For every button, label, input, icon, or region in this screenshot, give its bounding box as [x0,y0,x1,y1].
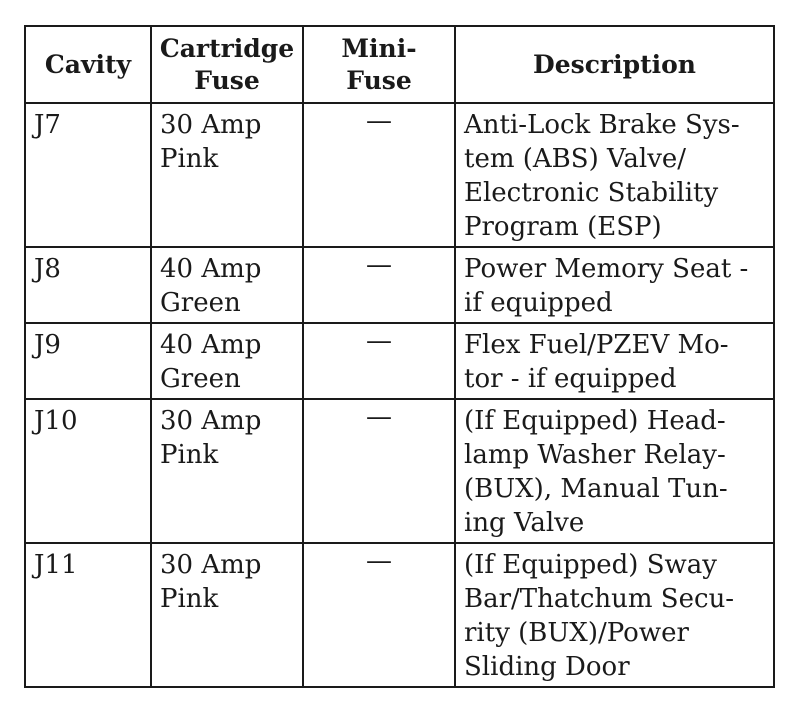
mini-fuse-value: — [366,402,392,432]
cartridge-fuse-value: 40 Amp Green [160,254,262,318]
header-cartridge-fuse-label: Cartridge Fuse [159,33,295,95]
description-cell [455,103,774,247]
mini-fuse-value: — [366,546,392,576]
header-cavity [25,26,151,103]
description-cell [455,399,774,543]
table-row [25,399,774,543]
table-row [25,103,774,247]
header-cartridge-fuse [151,26,303,103]
mini-fuse-value: — [366,250,392,280]
description-cell [455,323,774,399]
description-value: Power Memory Seat - if equipped [464,254,749,318]
mini-fuse-cell [303,247,455,323]
cartridge-fuse-value: 30 Amp Pink [160,406,262,470]
fuse-table [24,25,775,688]
cartridge-fuse-cell [151,103,303,247]
description-value: Flex Fuel/PZEV Mo- tor - if equipped [464,330,729,394]
header-mini-fuse [303,26,455,103]
cavity-cell [25,543,151,687]
cartridge-fuse-value: 30 Amp Pink [160,110,262,174]
description-value: Anti-Lock Brake Sys- tem (ABS) Valve/ Electronic Stability Program (ESP) [464,110,740,242]
cavity-value: J11 [34,550,78,580]
table-row [25,543,774,687]
cartridge-fuse-cell [151,543,303,687]
cavity-value: J10 [34,406,78,436]
cavity-value: J7 [34,110,61,140]
cartridge-fuse-value: 40 Amp Green [160,330,262,394]
cavity-cell [25,247,151,323]
mini-fuse-cell [303,543,455,687]
header-description [455,26,774,103]
description-value: (If Equipped) Head- lamp Washer Relay- (BUX), Manual Tun- ing Valve [464,406,728,538]
description-value: (If Equipped) Sway Bar/Thatchum Secu- rity (BUX)/Power Sliding Door [464,550,735,682]
mini-fuse-cell [303,103,455,247]
mini-fuse-cell [303,399,455,543]
table-row [25,323,774,399]
mini-fuse-value: — [366,106,392,136]
cavity-value: J9 [34,330,61,360]
description-cell [455,247,774,323]
cavity-cell [25,399,151,543]
mini-fuse-value: — [366,326,392,356]
cavity-cell [25,103,151,247]
cartridge-fuse-cell [151,399,303,543]
cavity-value: J8 [34,254,61,284]
cavity-cell [25,323,151,399]
mini-fuse-cell [303,323,455,399]
header-description-label: Description [533,49,696,79]
cartridge-fuse-cell [151,323,303,399]
description-cell [455,543,774,687]
header-mini-fuse-label: Mini- Fuse [341,33,417,95]
cartridge-fuse-value: 30 Amp Pink [160,550,262,614]
table-row [25,247,774,323]
header-row [25,26,774,103]
cartridge-fuse-cell [151,247,303,323]
header-cavity-label: Cavity [44,49,132,79]
